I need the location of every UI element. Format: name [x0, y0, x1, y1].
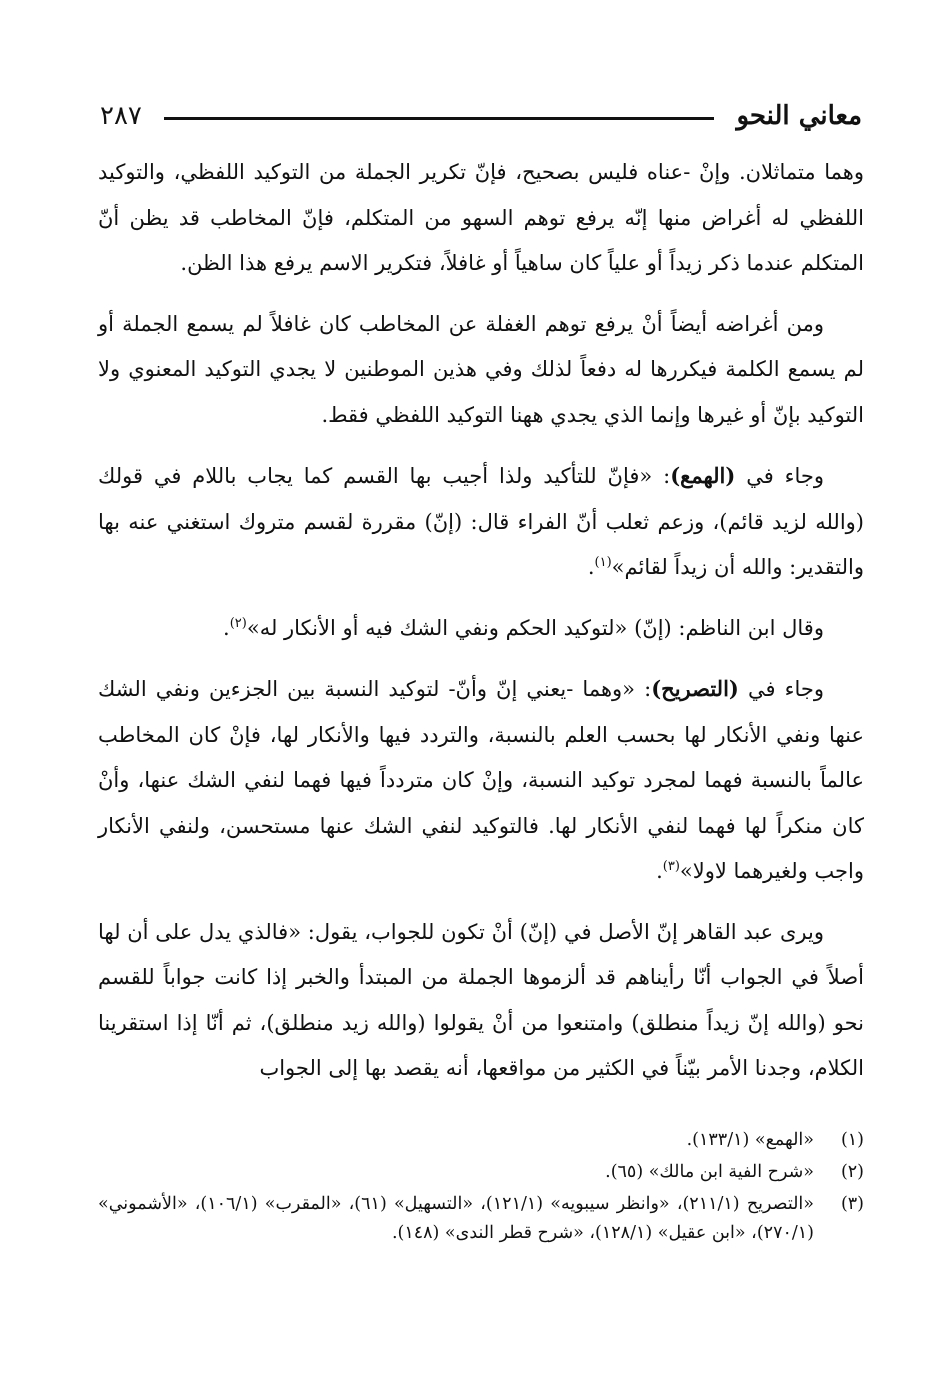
paragraph-text: .	[223, 615, 230, 640]
paragraph	[98, 302, 864, 439]
source-title: (الهمع)	[670, 463, 736, 488]
footnote-text: «شرح الفية ابن مالك» (٦٥).	[605, 1162, 814, 1182]
header-rule	[164, 117, 715, 120]
paragraph-text: وهما متماثلان. وإنْ -عناه فليس بصحيح، فإنّ تكرير الجملة من التوكيد اللفظي، والتوكيد اللفظي له أغراض منها إنّه يرفع توهم السهو من المتكلم، فإنّ المخاطب قد يظن أنّ المتكلم عندما ذكر زيداً أو علياً كان ساهياً أو غافلاً، فتكرير الاسم يرفع هذا الظن.	[98, 160, 864, 275]
running-title: معاني النحو	[736, 101, 862, 131]
footnote-text: «التصريح (٢١١/١)، «وانظر سيبويه» (١٢١/١)، «التسهيل» (٦١)، «المقرب» (١٠٦/١)، «الأشموني» (٢٧٠/١)، «ابن عقيل» (١٢٨/١)، «شرح قطر الندى» (١٤٨).	[98, 1194, 815, 1243]
source-title: (التصريح)	[651, 676, 739, 701]
paragraph-text: وقال ابن الناظم: (إنّ) «لتوكيد الحكم ونفي الشك فيه أو الأنكار له»	[246, 615, 824, 640]
paragraph-text: : «وهما -يعني إنّ وأنّ- لتوكيد النسبة بين الجزءين ونفي الشك عنها ونفي الأنكار لها بحسب العلم بالنسبة، والتردد فيها والأنكار لها، فإنْ كان المخاطب عالماً بالنسبة فهما لمجرد توكيد النسبة، وإنْ كان متردداً فيها فهما لنفي الشك عنها، وأنْ كان منكراً لها فهما لنفي الأنكار لها. فالتوكيد لنفي الشك عنها مستحسن، ولنفي الأنكار واجب ولغيرهما لاولا»	[98, 677, 864, 883]
footnote	[98, 1190, 864, 1248]
footnotes	[98, 1126, 864, 1251]
paragraph-text: وجاء في	[738, 677, 824, 701]
paragraph-text: .	[587, 555, 595, 579]
footnote-reference: (٢)	[229, 615, 247, 631]
footnote-text: «الهمع» (١٣٣/١).	[686, 1130, 814, 1150]
paragraph	[98, 666, 864, 895]
paragraph-text: : «فإنّ للتأكيد ولذا أجيب بها القسم كما يجاب باللام في قولك (والله لزيد قائم)، وزعم ثعلب أنّ الفراء قال: (إنّ) مقررة لقسم متروك استغني عنه بها والتقدير: والله أن زيداً لقائم»	[98, 464, 864, 579]
footnote-reference: (١)	[594, 555, 612, 570]
paragraph-text: .	[656, 859, 663, 883]
paragraph-text: ويرى عبد القاهر إنّ الأصل في (إنّ) أنْ تكون للجواب، يقول: «فالذي يدل على أن لها أصلاً في الجواب أنّا رأيناهم قد ألزموها الجملة من المبتدأ والخبر إذا كانت جواباً للقسم نحو (والله إنّ زيداً منطلق) وامتنعوا من أنْ يقولوا (والله زيد منطلق)، ثم أنّا إذا استقرينا الكلام، وجدنا الأمر بيّناً في الكثير من مواقعها، أنه يقصد بها إلى الجواب	[98, 919, 864, 1080]
paragraph	[98, 150, 864, 287]
page-number: ٢٨٧	[100, 101, 142, 131]
paragraph	[98, 910, 864, 1092]
footnote	[98, 1158, 864, 1187]
footnote-number: (٣)	[840, 1194, 864, 1214]
footnote-reference: (٣)	[662, 859, 680, 874]
footnote-number: (١)	[840, 1130, 864, 1150]
paragraph-text: وجاء في	[735, 464, 824, 488]
page-header	[100, 96, 862, 136]
paragraph-text: ومن أغراضه أيضاً أنْ يرفع توهم الغفلة عن المخاطب كان غافلاً لم يسمع الجملة أو لم يسمع الكلمة فيكررها له دفعاً لذلك وفي هذين الموطنين لا يجدي التوكيد المعنوي ولا التوكيد بإنّ أو غيرها وإنما الذي يجدي ههنا التوكيد اللفظي فقط.	[98, 311, 864, 427]
footnote-number: (٢)	[840, 1162, 864, 1182]
footnote	[98, 1126, 864, 1155]
body-text	[98, 150, 864, 1107]
paragraph	[98, 606, 864, 652]
paragraph	[98, 453, 864, 591]
